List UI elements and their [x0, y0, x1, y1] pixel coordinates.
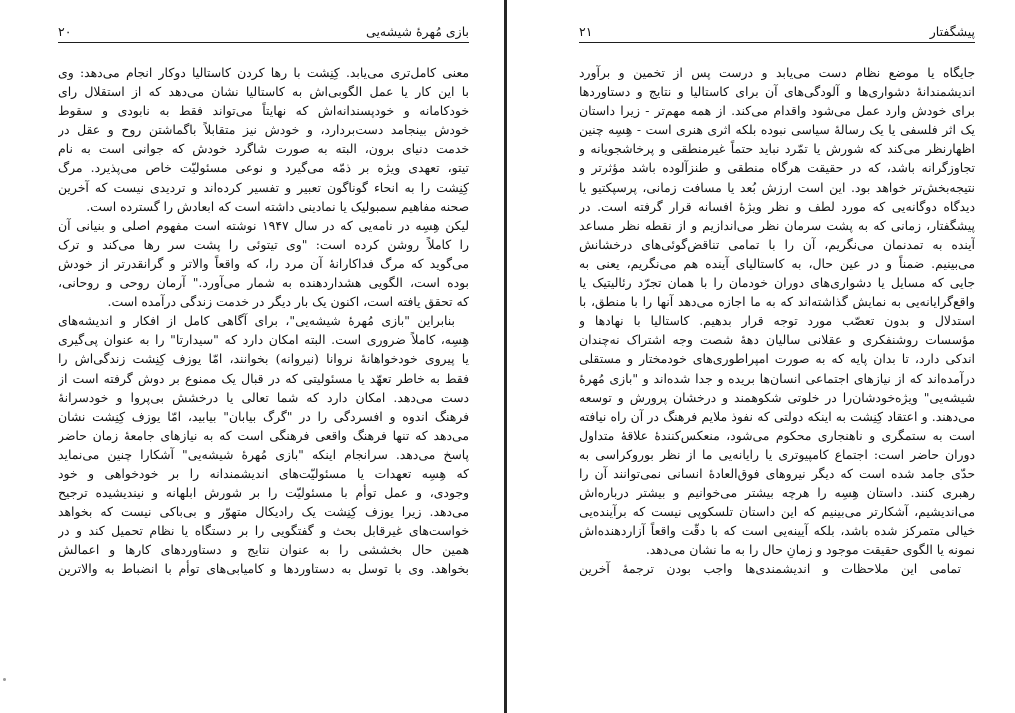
text-line: بوده است، الگویی هشداردهنده به شمار می‌آورد." آرمان روحی و روحانی،	[58, 275, 469, 291]
text-line: خواست‌های غیرقابل بحث و گفتگویی را بر دستگاه یا نظام تحمیل کند و در	[58, 523, 469, 539]
right-page-header	[579, 22, 975, 44]
text-line: می‌دهد که تنها فرهنگ واقعی فرهنگی است که به نیازهای جامعهٔ زمان حاضر	[58, 427, 469, 443]
text-line: رهبری کنند. داستان هِسِه را هرچه بیشتر می‌خوانیم و بیشتر درباره‌اش	[579, 485, 975, 501]
text-line: می‌دهند. و اعتقاد کِنِشت به اینکه دولتی که نفوذ ملایم فرهنگ در آن راه نیافته	[579, 408, 975, 424]
text-line: تجاوزگرانه باشد، که در حقیقت هرگاه منطقی و طنزآلوده باشد مؤثرتر و	[579, 160, 975, 176]
text-line: یا پیروی خودخواهانهٔ نروانا (نیروانه) بخوانند، امّا یوزف کِنِشت زندگی‌اش را	[58, 351, 469, 367]
text-line: می‌بینیم. ضمناً و در عین حال، به کاستالیای آینده هم می‌نگریم، یعنی به	[579, 255, 975, 271]
text-line: دست می‌دهد. امکان دارد که شما تعالی یا درخشش بی‌پروا و خودسرانهٔ	[58, 389, 469, 405]
text-line: بنابراین "بازی مُهرهٔ شیشه‌یی"، برای آگاهی کامل از افکار و اندیشه‌های	[58, 313, 455, 329]
text-line: که هِسِه تعهدات یا مسئولیّت‌های اندیشمندانه را بر خودخواهی و خود	[58, 465, 469, 481]
text-line: همین حال بخششی را به عنوان نتایج و دستاوردهای کارها و اعمالش	[58, 542, 469, 558]
text-line: اظهارنظر می‌کند که شورش یا تمّرد نباید حتماً غیرمنطقی و پرخاشجویانه و	[579, 141, 975, 157]
text-line: تیتو، تعهدی ویژه بر ذمّه می‌گیرد و نوعی مسئولیّت خاص می‌پذیرد. مرگ	[58, 160, 469, 176]
text-line: شیشه‌یی" ویژه‌خودشان‌را در خلوتی شکوهمند و درخشان پرورش و توسعه	[579, 389, 975, 405]
text-line: وجودی، و عمل توأم با مسئولیّت را بر شورش ابلهانه و نیندیشیده ترجیح	[58, 485, 469, 501]
running-title: پیشگفتار	[929, 24, 975, 39]
text-line: می‌گوید که مرگ فداکارانهٔ آن مرد را، که واقعاً والاتر و گرانقدرتر از خودش	[58, 255, 469, 271]
text-line: صحنه مفاهیم سمبولیک یا نمادینی داشته است که ابعادش را گسترده است.	[86, 198, 469, 214]
page-number: ۲۰	[58, 24, 72, 39]
left-page-text	[58, 63, 469, 579]
text-line: اندیشمندانهٔ دشواری‌ها و آلودگی‌های آن برای کاستالیا و نتایج و دستاوردها	[579, 84, 975, 100]
page-number: ۲۱	[579, 24, 593, 39]
text-line: یک اثر فلسفی یا یک رسالهٔ سیاسی نبوده بلکه اثری هنری است - هِسِه چنین	[579, 122, 975, 138]
text-line: لیکن هِسِه در نامه‌یی که در سال ۱۹۴۷ نوشته است مفهوم اصلی و بنیانی آن	[58, 217, 469, 233]
text-line: فقط به خاطر تعهّد یا مسئولیتی که در قبال یک ممنوع بر دوش گرفته است از	[58, 370, 469, 386]
text-line: خودش بینجامد دست‌بردارد، و خودش نیز متقابلاً باگماشتن روح و عقل در	[58, 122, 469, 138]
text-line: استدلال و بدون تعصّب مورد توجه قرار بدهیم. کاستالیا با نهادها و	[579, 313, 975, 329]
header-rule	[58, 42, 469, 43]
text-line: درآمده‌اند که از نیازهای اجتماعی انسان‌ها بریده و جدا شده‌اند و "بازی مُهرهٔ	[579, 370, 975, 386]
text-line: را کاملاً روشن کرده است: "وی تیتوئی را پشت سر رها می‌کند و ترک	[58, 236, 469, 252]
left-page	[0, 0, 505, 713]
text-line: دوران حاضر است: اجتماع کامپیوتری یا رایانه‌یی ما از نظر بوروکراسی به	[579, 446, 975, 462]
text-line: می‌دهد. زیرا یوزف کِنِشت یک رادیکال متهوّر و بی‌باکی نیست که بخواهد	[58, 504, 469, 520]
text-line: معنی کامل‌تری می‌یابد. کِنِشت با رها کردن کاستالیا دوکار انجام می‌دهد: وی	[58, 65, 469, 80]
text-line: خیالی متمرکز شده باشد، بلکه آیینه‌یی است که با دقّت واقعاً آزاردهنده‌اش	[579, 523, 975, 539]
text-line: آینده به تمدنمان می‌نگریم، آن را با تمامی تناقض‌گوئی‌های درخشانش	[579, 236, 975, 252]
text-line: که تحقق یافته است، اکنون یک بار دیگر در خدمت زندگی درآمده است.	[107, 294, 469, 310]
text-line: جایگاه یا موضع نظام دست می‌یابد و درست پس از تخمین و برآورد	[579, 65, 975, 80]
text-line: فرهنگ اندوه و افسردگی را در "گرگ بیابان" بیابید، امّا یوزف کِنِشت نشان	[58, 408, 469, 424]
text-line: است به ستمگری و ناهنجاری محکوم می‌شود، منعکس‌کنندهٔ علاقهٔ متداول	[579, 427, 975, 443]
text-line: نتیجه‌بخش‌تر خواهد بود. این است ارزش بُعد یا مسافت زمانی، پرسپکتیو یا	[579, 179, 975, 195]
text-line: خودکامانه و خودپسندانه‌اش که نهایتاً می‌تواند فقط به نابودی و سقوط	[58, 103, 469, 119]
text-line: جایی که مسایل یا دشواری‌های دوران خودمان را با همان تجرّد رئالیتیک یا	[579, 275, 975, 291]
right-page	[507, 0, 1015, 713]
text-line: تمامی این ملاحظات و اندیشمندی‌ها واجب بودن ترجمهٔ آخرین	[579, 561, 961, 577]
running-title: بازی مُهرهٔ شیشه‌یی	[366, 24, 469, 39]
header-rule	[579, 42, 975, 43]
text-line: کِنِشت را به انحاء گوناگون تعبیر و تفسیر کرده‌اند و تردیدی نیست که آخرین	[58, 179, 469, 195]
text-line: نمونه یا الگوی حقیقت موجود و زمانِ حال را به ما نشان می‌دهد.	[645, 542, 975, 558]
text-line: می‌اندیشیم، آشکارتر می‌بینیم که این داستان تلسکوپی نیست که برآینده‌یی	[579, 504, 975, 520]
text-line: حدّی جامد شده است که دیگر نیروهای فوق‌العادهٔ انسانی نمی‌توانند آن را	[579, 465, 975, 481]
text-line: خدمت دنیای برون، البته به صورت شاگرد خودش که جوانی است به نام	[58, 141, 469, 157]
text-line: هِسِه، کاملاً ضروری است. البته امکان دارد که "سیدارتا" را به عنوان پی‌گیری	[58, 332, 469, 348]
right-page-text	[579, 63, 975, 579]
text-line: واقع‌گرایانه‌یی به نمایش گذاشته‌اند که به ما اجازه می‌دهد آنها را با منطق، با	[579, 294, 975, 310]
text-line: بخواهد. وی با توسل به دستاوردها و کامیابی‌های توأم با انضباط به والاترین	[58, 561, 469, 577]
text-line: مؤسسات روشنفکری و عقلانی سالیان دههٔ شصت وجه اشتراک نه‌چندان	[579, 332, 975, 348]
text-line: پیشگفتار، زمانی که به پشت سرمان نظر می‌اندازیم و از نقطه نظر مساعد	[579, 217, 975, 233]
text-line: پاسخ می‌دهد. سرانجام اینکه "بازی مُهرهٔ شیشه‌یی" آشکارا چنین می‌نماید	[58, 446, 469, 462]
text-line: دیدگاه دوگانه‌یی که مورد لطف و نظر ویژهٔ افسانه قرار گرفته است. در	[579, 198, 975, 214]
text-line: اندکی دارد، تا بدان پایه که به صورت امپراطوری‌های خودمختار و مستقلی	[579, 351, 975, 367]
text-line: با این کار یا عمل الگوبی‌اش به کاستالیا نشان می‌دهد که از استقلال رای	[58, 84, 469, 100]
left-page-header	[58, 22, 469, 44]
text-line: برای خودش وارد عمل می‌شود واقدام می‌کند. از همه مهم‌تر - زیرا داستان	[579, 103, 975, 119]
scan-speck	[3, 678, 6, 681]
